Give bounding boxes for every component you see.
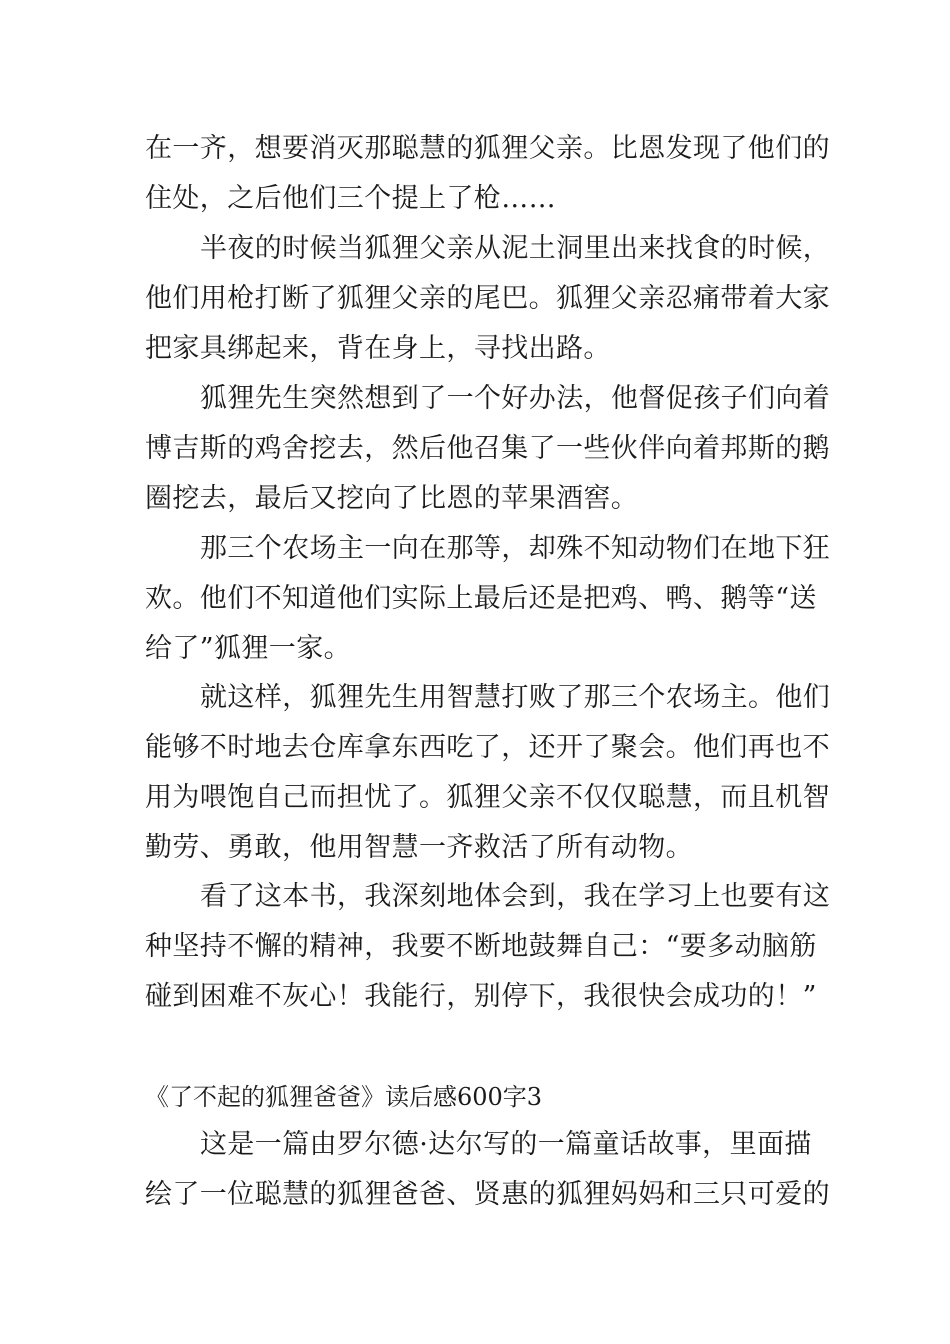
- text-line: 能够不时地去仓库拿东西吃了，还开了聚会。他们再也不: [145, 732, 830, 763]
- paragraph-first-line: 就这样，狐狸先生用智慧打败了那三个农场主。他们: [200, 682, 831, 713]
- text-line: 住处，之后他们三个提上了枪……: [145, 183, 556, 214]
- paragraph-first-line: 那三个农场主一向在那等，却殊不知动物们在地下狂: [200, 533, 831, 564]
- text-line: 博吉斯的鸡舍挖去，然后他召集了一些伙伴向着邦斯的鹅: [145, 433, 830, 464]
- text-line: 欢。他们不知道他们实际上最后还是把鸡、鸭、鹅等“送: [145, 583, 817, 614]
- text-line: 圈挖去，最后又挖向了比恩的苹果酒窖。: [145, 483, 639, 514]
- text-line: 用为喂饱自己而担忧了。狐狸父亲不仅仅聪慧，而且机智: [145, 782, 830, 813]
- text-line: 碰到困难不灰心！我能行，别停下，我很快会成功的！”: [145, 981, 817, 1012]
- text-line: 给了”狐狸一家。: [145, 633, 352, 664]
- text-line: 绘了一位聪慧的狐狸爸爸、贤惠的狐狸妈妈和三只可爱的: [145, 1179, 830, 1210]
- text-line: 在一齐，想要消灭那聪慧的狐狸父亲。比恩发现了他们的: [145, 133, 830, 164]
- text-line: 勤劳、勇敢，他用智慧一齐救活了所有动物。: [145, 832, 693, 863]
- text-line: 种坚持不懈的精神，我要不断地鼓舞自己：“要多动脑筋: [145, 931, 817, 962]
- paragraph-first-line: 看了这本书，我深刻地体会到，我在学习上也要有这: [200, 881, 831, 912]
- paragraph-first-line: 狐狸先生突然想到了一个好办法，他督促孩子们向着: [200, 383, 831, 414]
- section-heading: 《了不起的狐狸爸爸》读后感600字3: [145, 1083, 543, 1111]
- paragraph-first-line: 这是一篇由罗尔德·达尔写的一篇童话故事，里面描: [200, 1129, 812, 1160]
- paragraph-first-line: 半夜的时候当狐狸父亲从泥土洞里出来找食的时候，: [200, 233, 831, 264]
- text-line: 他们用枪打断了狐狸父亲的尾巴。狐狸父亲忍痛带着大家: [145, 283, 830, 314]
- text-line: 把家具绑起来，背在身上，寻找出路。: [145, 333, 611, 364]
